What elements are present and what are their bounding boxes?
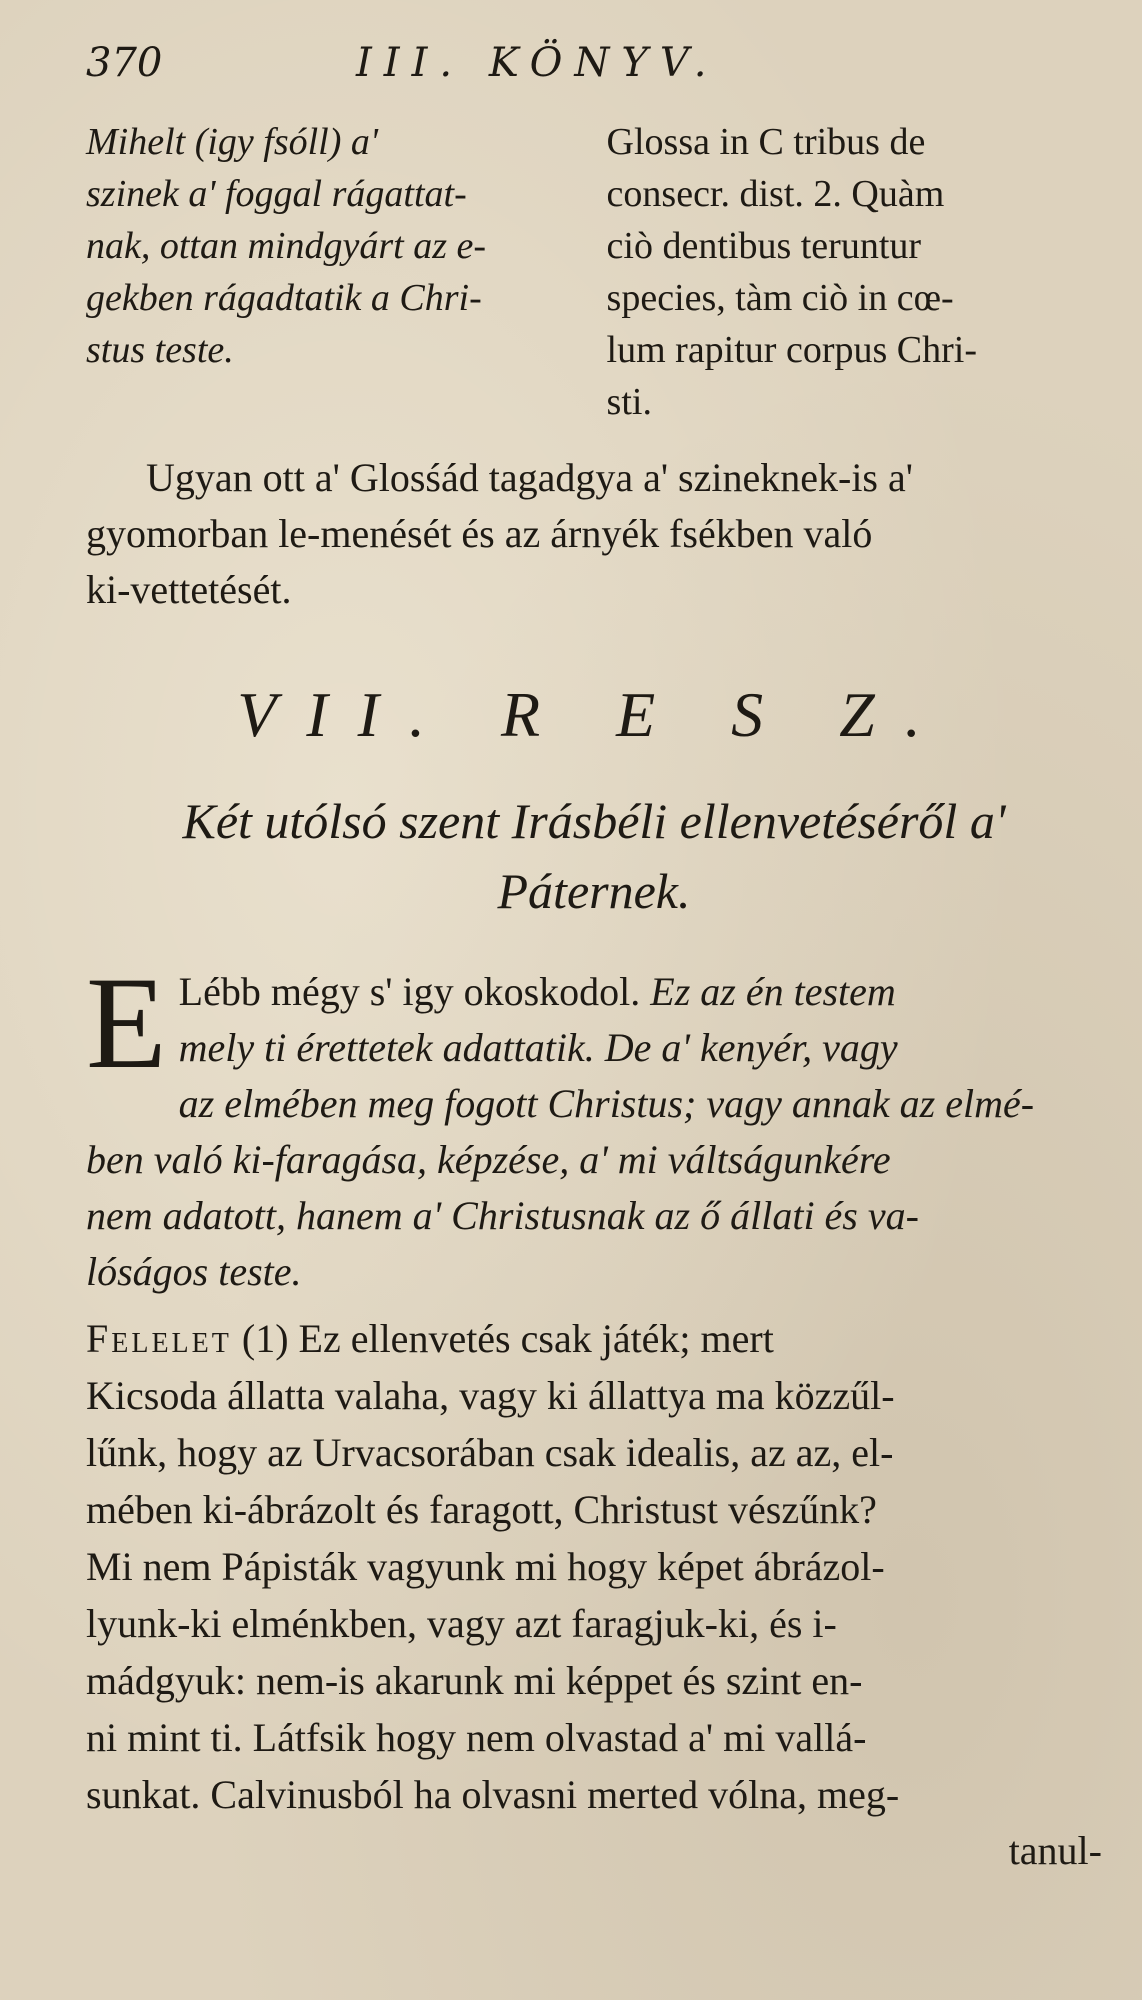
- objection-text: [86, 949, 1102, 1300]
- page-number: 370: [86, 40, 163, 86]
- objection-quote: Ez az én testem mely ti érettetek adattatik. De a' kenyér, vagy az elmében meg fogott Christus; vagy annak az elmé- ben való ki-faragása, képzése, a' mi váltságunkére nem adatott, hanem a' Christusnak az ő állati és va- lóságos teste.: [86, 969, 1035, 1294]
- answer-label: Felelet: [86, 1316, 232, 1361]
- margin-quote-block: [86, 116, 1102, 428]
- answer-text: (1) Ez ellenvetés csak játék; mert Kicsoda állatta valaha, vagy ki állattya ma közzűl- lűnk, hogy az Urvacsorában csak idealis, az az, el- mében ki-ábrázolt és faragott, Christust vészűnk? Mi nem Pápisták vagyunk mi hogy képet ábrázol- lyunk-ki elménkben, vagy azt faragjuk-ki, és i- mádgyuk: nem-is akarunk mi képpet és szint en- ni mint ti. Látfsik hogy nem olvastad a' mi vallá- sunkat. Calvinusból ha olvasni merted vólna, meg-: [86, 1316, 900, 1817]
- intro-paragraph: Ugyan ott a' Glosśád tagadgya a' szineknek-is a' gyomorban le-menését és az árnyék fsékben való ki-vettetését.: [86, 455, 913, 612]
- hungarian-quote: Mihelt (igy fsóll) a' szinek a' foggal rágattat- nak, ottan mindgyárt az e- gekben rágadtatik a Chri- stus teste.: [86, 121, 487, 371]
- catchword: tanul-: [1008, 1828, 1102, 1873]
- answer-paragraph: [86, 1310, 1102, 1823]
- section-heading: VII. R E S Z.: [237, 679, 951, 750]
- objection-paragraph: [86, 949, 1102, 1300]
- latin-gloss-quote: Glossa in C tribus de consecr. dist. 2. Quàm ciò dentibus teruntur species, tàm ciò in cœ- lum rapitur corpus Chri- sti.: [606, 121, 977, 423]
- objection-lead: Lébb mégy s' igy okoskodol.: [178, 969, 641, 1014]
- page-header: [86, 40, 1102, 110]
- running-head: III. KÖNYV.: [356, 40, 719, 86]
- section-subtitle: Két utólsó szent Irásbéli ellenvetéséről a' Páternek.: [182, 793, 1006, 919]
- drop-cap: E: [86, 949, 167, 1096]
